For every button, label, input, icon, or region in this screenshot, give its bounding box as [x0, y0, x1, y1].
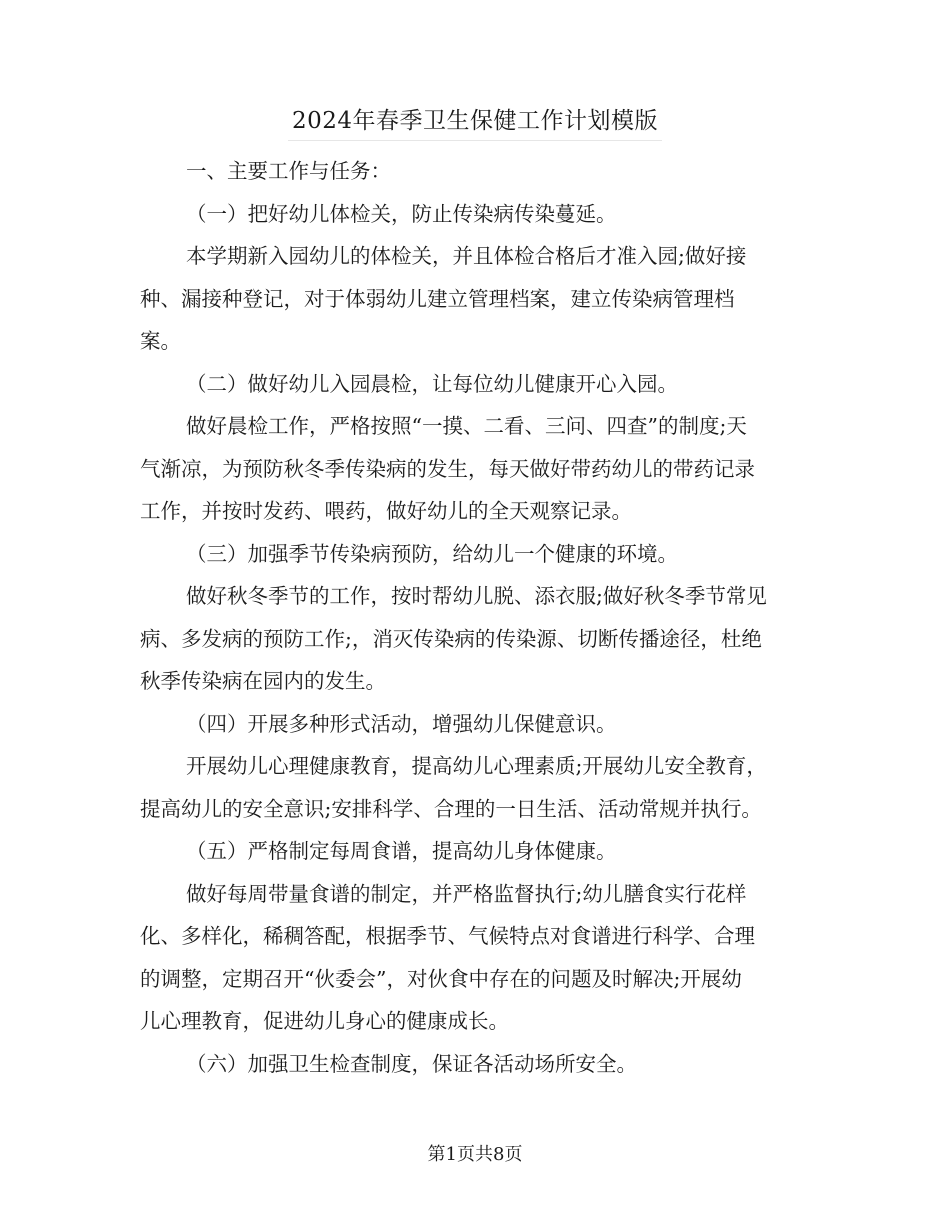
subsection-heading: （一）把好幼儿体检关，防止传染病传染蔓延。	[186, 201, 617, 226]
subsection-heading: （三）加强季节传染病预防，给幼儿一个健康的环境。	[186, 541, 678, 566]
paragraph-line: 提高幼儿的安全意识;安排科学、合理的一日生活、活动常规并执行。	[140, 796, 762, 821]
subsection-heading: （二）做好幼儿入园晨检，让每位幼儿健康开心入园。	[186, 371, 678, 396]
page-number: 第1页共8页	[427, 1144, 523, 1165]
paragraph-line: 本学期新入园幼儿的体检关，并且体检合格后才准入园;做好接	[186, 244, 747, 268]
paragraph-line: 秋季传染病在园内的发生。	[140, 669, 386, 693]
document-title-container	[0, 104, 950, 141]
paragraph-line: 种、漏接种登记，对于体弱幼儿建立管理档案，建立传染病管理档	[140, 286, 735, 311]
paragraph-line: 开展幼儿心理健康教育，提高幼儿心理素质;开展幼儿安全教育，	[186, 754, 767, 778]
paragraph-line: 气渐凉，为预防秋冬季传染病的发生，每天做好带药幼儿的带药记录	[140, 456, 755, 481]
paragraph-line: 做好秋冬季节的工作，按时帮幼儿脱、添衣服;做好秋冬季节常见	[186, 584, 767, 608]
subsection-heading: （六）加强卫生检查制度，保证各活动场所安全。	[186, 1051, 637, 1076]
paragraph-line: 案。	[140, 329, 181, 353]
subsection-heading: （五）严格制定每周食谱，提高幼儿身体健康。	[186, 839, 617, 863]
paragraph-line: 做好每周带量食谱的制定，并严格监督执行;幼儿膳食实行花样	[186, 881, 747, 906]
paragraph-line: 化、多样化，稀稠答配，根据季节、气候特点对食谱进行科学、合理	[140, 924, 755, 948]
paragraph-line: 做好晨检工作，严格按照“一摸、二看、三问、四查”的制度;天	[186, 414, 747, 438]
paragraph-line: 的调整，定期召开“伙委会”，对伙食中存在的问题及时解决;开展幼	[140, 966, 742, 991]
paragraph-line: 工作，并按时发药、喂药，做好幼儿的全天观察记录。	[140, 499, 632, 523]
document-title: 2024年春季卫生保健工作计划模版	[288, 104, 662, 141]
document-body	[140, 150, 812, 1085]
subsection-heading: （四）开展多种形式活动，增强幼儿保健意识。	[186, 711, 617, 736]
section-heading: 一、主要工作与任务：	[186, 159, 391, 183]
paragraph-line: 儿心理教育，促进幼儿身心的健康成长。	[140, 1009, 509, 1033]
paragraph-line: 病、多发病的预防工作;，消灭传染病的传染源、切断传播途径，杜绝	[140, 626, 762, 651]
